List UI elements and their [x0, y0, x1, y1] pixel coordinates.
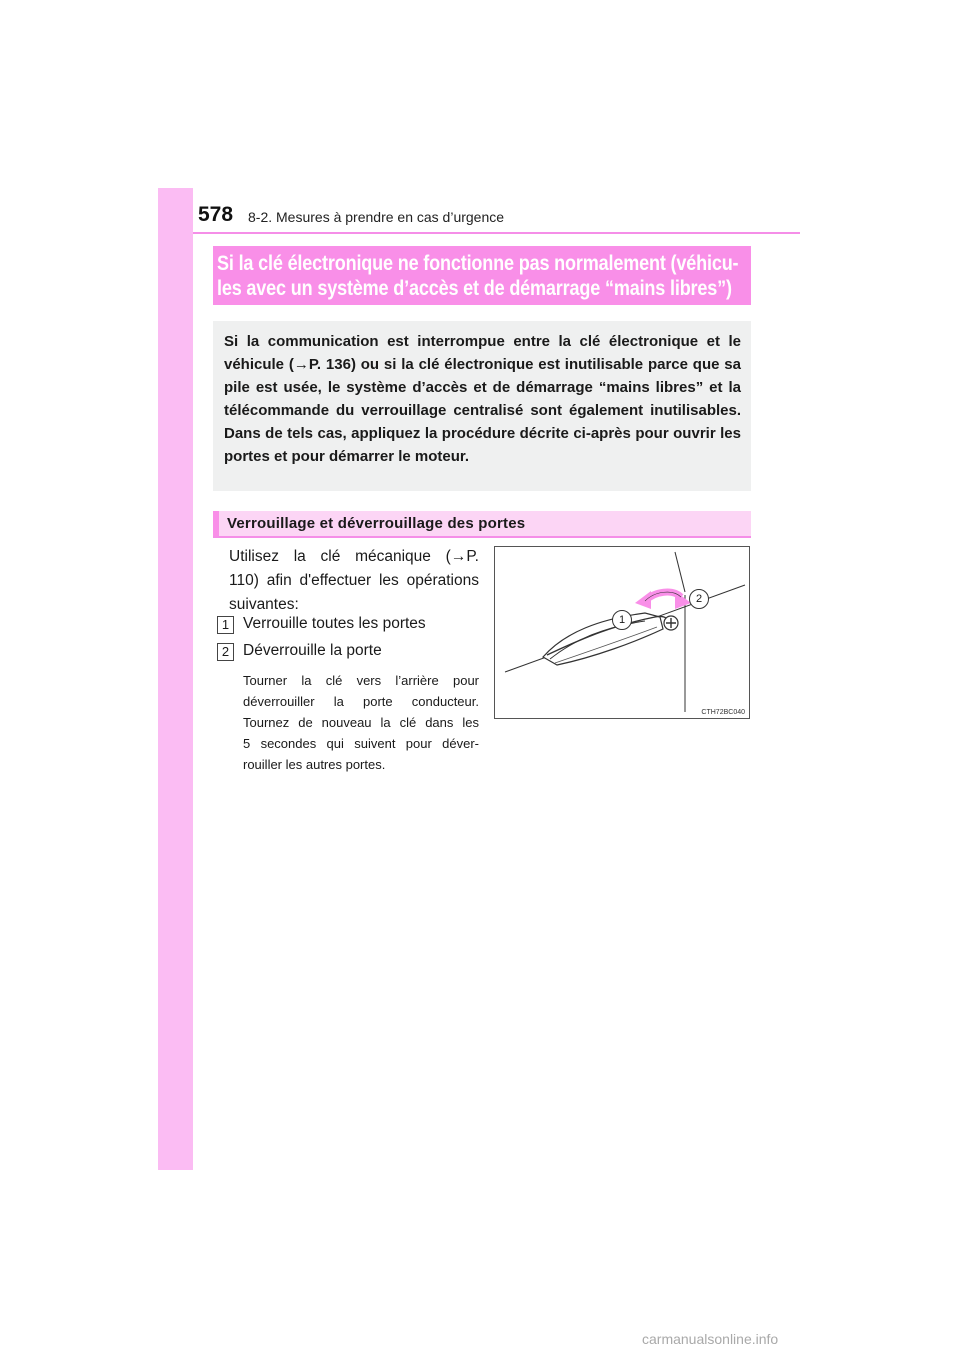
step-number-box: 2 [217, 643, 234, 661]
section-title-line-1: Si la clé électronique ne fonctionne pas normalement (véhicu- [217, 252, 739, 275]
subheading [213, 511, 751, 538]
door-handle-illustration [494, 546, 750, 719]
intro-line: 110) afin d'effectuer les opérations [229, 572, 479, 589]
step-number-box: 1 [217, 616, 234, 634]
step-label: Déverrouille la porte [243, 642, 382, 659]
callout-2: 2 [689, 589, 709, 609]
intro-paragraph [229, 545, 479, 617]
subheading-text: Verrouillage et déverrouillage des portes [227, 515, 526, 532]
watermark: carmanualsonline.info [642, 1331, 779, 1347]
step-detail-paragraph [243, 670, 479, 775]
subheading-accent-bar [213, 511, 219, 536]
detail-line: Tournez de nouveau la clé dans les [243, 715, 479, 730]
intro-line: suivantes: [229, 596, 299, 613]
intro-line: Utilisez la clé mécanique (→P. [229, 548, 479, 565]
header-rule [193, 232, 800, 234]
chapter-side-tab [158, 188, 193, 1170]
detail-line: 5 secondes qui suivent pour déver- [243, 736, 479, 751]
page-number: 578 [198, 203, 234, 226]
door-handle-drawing [495, 547, 751, 720]
notice-text: Si la communication est interrompue entre la clé électronique et le véhicule (→P. 136) ou si la clé électronique est inutilisable parce que sa pile est usée, le système d’accès et de démarrage “mains libres” et la télécommande du verrouillage centralisé sont également inutilisables. Dans de tels cas, appliquez la procédure décrite ci-après pour ouvrir les portes et pour démarrer le moteur. [224, 333, 741, 465]
detail-line: rouiller les autres portes. [243, 757, 386, 772]
detail-line: Tourner la clé vers l’arrière pour [243, 673, 479, 688]
section-title-banner [213, 246, 751, 305]
figure-code: CTH72BC040 [701, 709, 745, 716]
running-header: 8-2. Mesures à prendre en cas d’urgence [248, 209, 505, 225]
notice-box [213, 321, 751, 491]
section-title-line-2: les avec un système d’accès et de démarrage “mains libres”) [217, 277, 732, 300]
detail-line: déverrouiller la porte conducteur. [243, 694, 479, 709]
step-label: Verrouille toutes les portes [243, 615, 426, 632]
callout-1: 1 [612, 610, 632, 630]
